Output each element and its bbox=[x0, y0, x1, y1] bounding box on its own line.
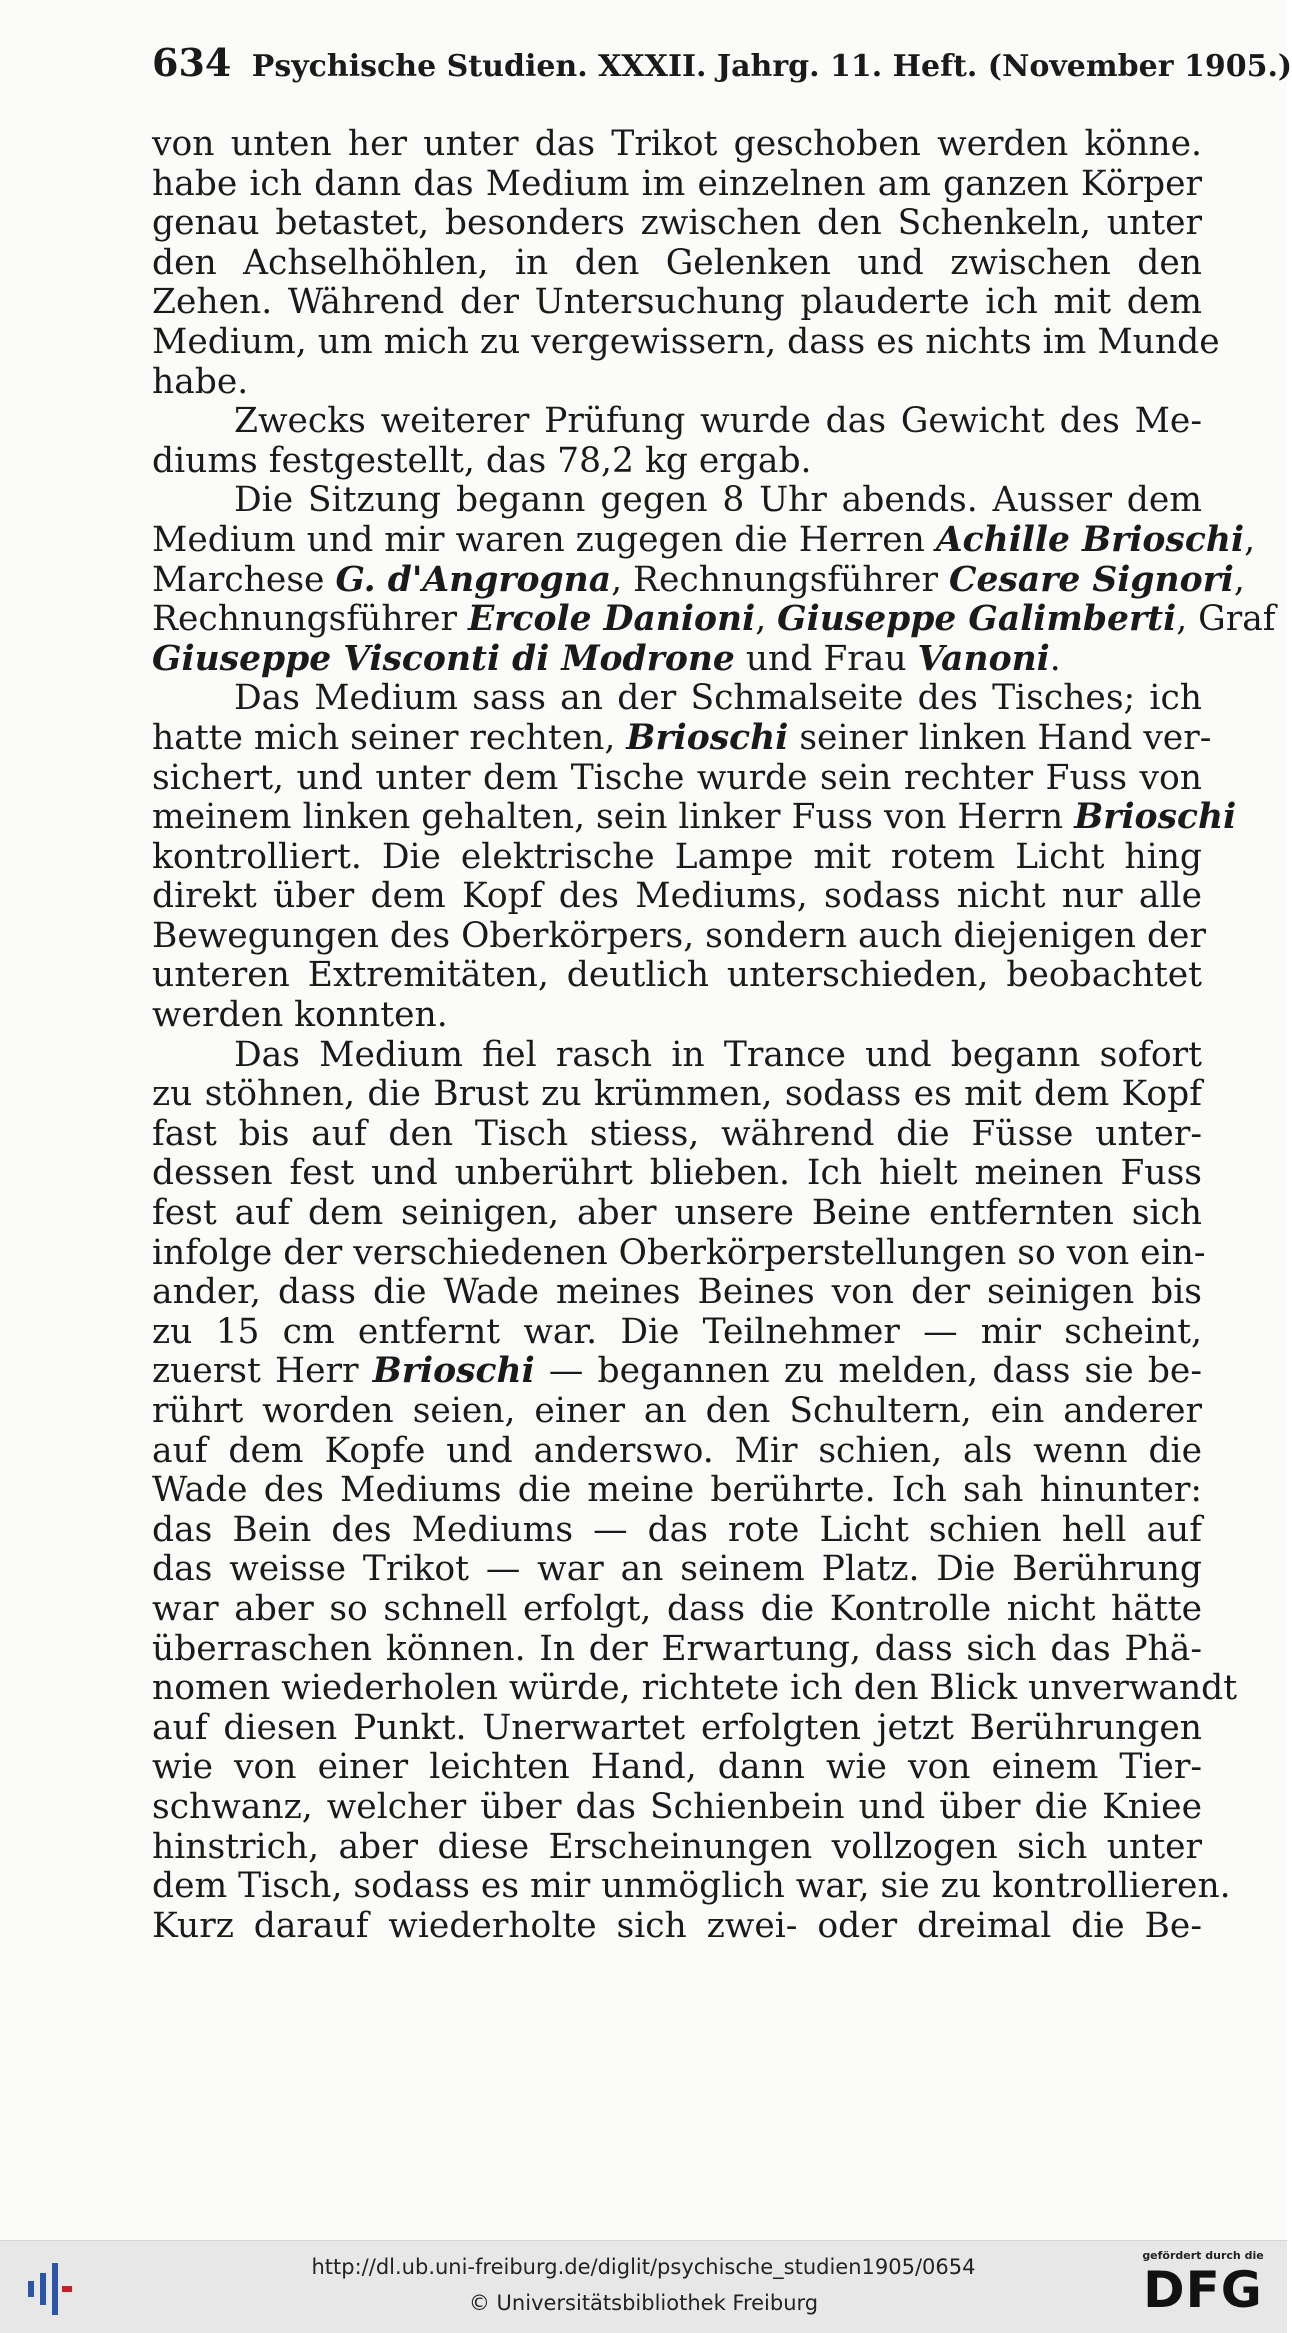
text-segment: das Bein des Mediums — das rote Licht schien hell auf bbox=[152, 1509, 1202, 1550]
text-segment: dem Tisch, sodass es mir unmöglich war, sie zu kontrollieren. bbox=[152, 1866, 1231, 1907]
text-segment: , bbox=[1233, 559, 1245, 600]
funding-note: gefördert durch die bbox=[1142, 2249, 1264, 2262]
text-segment: den Achselhöhlen, in den Gelenken und zwischen den bbox=[152, 242, 1202, 283]
page-number: 634 bbox=[152, 40, 232, 85]
text-line bbox=[152, 1471, 1202, 1511]
text-segment: fast bis auf den Tisch stiess, während die Füsse unter- bbox=[152, 1113, 1202, 1154]
text-segment: das weisse Trikot — war an seinem Platz. Die Berührung bbox=[152, 1549, 1202, 1590]
text-segment: zu 15 cm entfernt war. Die Teilnehmer — mir scheint, bbox=[152, 1311, 1202, 1352]
text-segment: kontrolliert. Die elektrische Lampe mit rotem Licht hing bbox=[152, 836, 1202, 877]
text-segment: — begannen zu melden, dass sie be- bbox=[534, 1351, 1203, 1392]
text-line bbox=[152, 244, 1202, 284]
text-line bbox=[152, 599, 1276, 640]
text-line bbox=[152, 321, 1220, 363]
text-line bbox=[152, 402, 1202, 442]
text-segment: , bbox=[755, 599, 778, 640]
text-segment: rührt worden seien, einer an den Schultern, ein anderer bbox=[152, 1391, 1202, 1431]
text-segment: Zwecks weiterer Prüfung wurde das Gewicht des Me- bbox=[234, 401, 1202, 442]
text-line bbox=[152, 1550, 1202, 1590]
text-segment: auf diesen Punkt. Unerwartet erfolgten jetzt Berührungen bbox=[152, 1707, 1202, 1748]
text-line bbox=[152, 1748, 1202, 1788]
text-line bbox=[152, 1392, 1202, 1432]
text-segment: Marchese bbox=[152, 559, 336, 600]
text-segment: fest auf dem seinigen, aber unsere Beine entfernten sich bbox=[152, 1193, 1202, 1234]
text-segment: überraschen können. In der Erwartung, dass sich das Phä- bbox=[152, 1628, 1202, 1669]
text-line bbox=[152, 956, 1202, 996]
text-segment: genau betastet, besonders zwischen den Schenkeln, unter bbox=[152, 203, 1202, 244]
dfg-logo[interactable] bbox=[1133, 2249, 1273, 2329]
text-line bbox=[152, 165, 1202, 205]
text-segment: hatte mich seiner rechten, bbox=[152, 717, 627, 758]
text-segment: und Frau bbox=[734, 638, 918, 679]
text-line bbox=[152, 1432, 1202, 1472]
name-italic: Brioschi bbox=[1074, 797, 1237, 838]
name-italic: Brioschi bbox=[626, 717, 789, 758]
text-segment: auf dem Kopfe und anderswo. Mir schien, als wenn die bbox=[152, 1430, 1202, 1471]
text-line bbox=[152, 519, 1256, 561]
text-segment: Kurz darauf wiederholte sich zwei- oder dreimal die Be- bbox=[152, 1905, 1202, 1946]
running-header bbox=[152, 40, 1292, 90]
text-line bbox=[152, 1788, 1202, 1828]
text-line bbox=[152, 1036, 1202, 1076]
name-italic: Giuseppe Visconti di Modrone bbox=[152, 638, 735, 679]
dfg-logo-text: DFG bbox=[1143, 2261, 1263, 2319]
text-segment: Zehen. Während der Untersuchung plauderte ich mit dem bbox=[152, 282, 1202, 323]
text-line bbox=[152, 797, 1237, 838]
text-segment: infolge der verschiedenen Oberkörperstellungen so von ein- bbox=[152, 1232, 1206, 1273]
text-line bbox=[152, 759, 1202, 799]
text-line bbox=[152, 838, 1202, 878]
text-segment: Rechnungsführer bbox=[152, 599, 468, 640]
text-segment: zuerst Herr bbox=[152, 1351, 373, 1392]
text-segment: Das Medium fiel rasch in Trance und begann sofort bbox=[234, 1034, 1202, 1075]
name-italic: Vanoni bbox=[917, 638, 1050, 679]
text-segment: werden konnten. bbox=[152, 995, 448, 1036]
text-line bbox=[152, 1828, 1202, 1868]
text-segment: meinem linken gehalten, sein linker Fuss von Herrn bbox=[152, 797, 1075, 838]
name-italic: Giuseppe Galimberti bbox=[777, 599, 1177, 640]
text-segment: dessen fest und unberührt blieben. Ich hielt meinen Fuss bbox=[152, 1153, 1202, 1194]
text-segment: Die Sitzung begann gegen 8 Uhr abends. Ausser dem bbox=[234, 480, 1202, 521]
text-line bbox=[152, 1313, 1202, 1353]
text-segment: habe ich dann das Medium im einzelnen am ganzen Körper bbox=[152, 163, 1202, 204]
text-line bbox=[152, 1154, 1202, 1194]
text-line bbox=[152, 1511, 1202, 1551]
text-segment: direkt über dem Kopf des Mediums, sodass nicht nur alle bbox=[152, 876, 1202, 917]
text-segment: , Graf bbox=[1176, 599, 1276, 640]
text-segment: Das Medium sass an der Schmalseite des Tisches; ich bbox=[234, 678, 1202, 719]
text-line bbox=[152, 679, 1202, 719]
text-line bbox=[152, 1668, 1238, 1709]
text-line bbox=[152, 877, 1202, 917]
text-segment: diums festgestellt, das 78,2 kg ergab. bbox=[152, 440, 812, 481]
text-segment: unteren Extremitäten, deutlich unterschieden, beobachtet bbox=[152, 955, 1202, 996]
text-segment: Wade des Mediums die meine berührte. Ich sah hinunter: bbox=[152, 1470, 1202, 1511]
text-segment: nomen wiederholen würde, richtete ich den Blick unverwandt bbox=[152, 1668, 1238, 1709]
text-segment: von unten her unter das Trikot geschoben werden könne. bbox=[152, 124, 1202, 164]
name-italic: G. d'Angrogna bbox=[335, 559, 612, 600]
text-segment: zu stöhnen, die Brust zu krümmen, sodass es mit dem Kopf bbox=[152, 1074, 1202, 1115]
text-segment: wie von einer leichten Hand, dann wie von einem Tier- bbox=[152, 1747, 1202, 1788]
text-segment: war aber so schnell erfolgt, dass die Kontrolle nicht hätte bbox=[152, 1588, 1202, 1629]
text-segment: schwanz, welcher über das Schienbein und über die Kniee bbox=[152, 1786, 1202, 1827]
text-segment: . bbox=[1049, 638, 1061, 679]
source-url-link[interactable]: http://dl.ub.uni-freiburg.de/diglit/psychische_studien1905/0654 bbox=[311, 2255, 976, 2279]
text-line bbox=[152, 363, 1202, 403]
text-line bbox=[152, 1630, 1202, 1670]
text-line bbox=[152, 1075, 1202, 1115]
text-segment: habe. bbox=[152, 361, 249, 402]
text-line bbox=[152, 1273, 1202, 1313]
name-italic: Brioschi bbox=[372, 1351, 535, 1392]
text-line bbox=[152, 481, 1202, 521]
name-italic: Achille Brioschi bbox=[935, 519, 1245, 560]
text-segment: ander, dass die Wade meines Beines von der seinigen bis bbox=[152, 1272, 1202, 1313]
text-segment: Bewegungen des Oberkörpers, sondern auch diejenigen der bbox=[152, 915, 1206, 956]
copyright-notice: © Universitätsbibliothek Freiburg bbox=[468, 2291, 819, 2315]
text-segment: Medium und mir waren zugegen die Herren bbox=[152, 519, 936, 560]
text-segment: , bbox=[1244, 519, 1256, 560]
text-line bbox=[152, 283, 1202, 323]
text-line bbox=[152, 559, 1245, 601]
text-segment: seiner linken Hand ver- bbox=[788, 717, 1212, 758]
text-segment: sichert, und unter dem Tische wurde sein rechter Fuss von bbox=[152, 757, 1202, 798]
text-line bbox=[152, 1907, 1202, 1947]
text-line bbox=[152, 1115, 1202, 1155]
text-line bbox=[152, 717, 1212, 759]
text-line bbox=[152, 1866, 1231, 1907]
text-segment: Medium, um mich zu vergewissern, dass es nichts im Munde bbox=[152, 321, 1220, 362]
body-text bbox=[152, 124, 1276, 1955]
text-line bbox=[152, 1352, 1202, 1392]
journal-title: Psychische Studien. XXXII. Jahrg. 11. Heft. (November 1905.) bbox=[251, 49, 1292, 84]
text-line bbox=[152, 640, 1202, 680]
name-italic: Ercole Danioni bbox=[467, 599, 756, 640]
text-line bbox=[152, 1194, 1202, 1234]
text-line bbox=[152, 1232, 1206, 1274]
text-line bbox=[152, 1709, 1202, 1749]
footer-bar bbox=[0, 2240, 1287, 2333]
text-segment: , Rechnungsführer bbox=[611, 559, 950, 600]
name-italic: Cesare Signori bbox=[949, 559, 1234, 600]
text-line bbox=[152, 915, 1206, 957]
text-line bbox=[152, 442, 1202, 482]
text-line bbox=[152, 125, 1202, 165]
text-line bbox=[152, 996, 1202, 1036]
text-segment: hinstrich, aber diese Erscheinungen vollzogen sich unter bbox=[152, 1826, 1202, 1867]
text-line bbox=[152, 1590, 1202, 1630]
text-line bbox=[152, 204, 1202, 244]
